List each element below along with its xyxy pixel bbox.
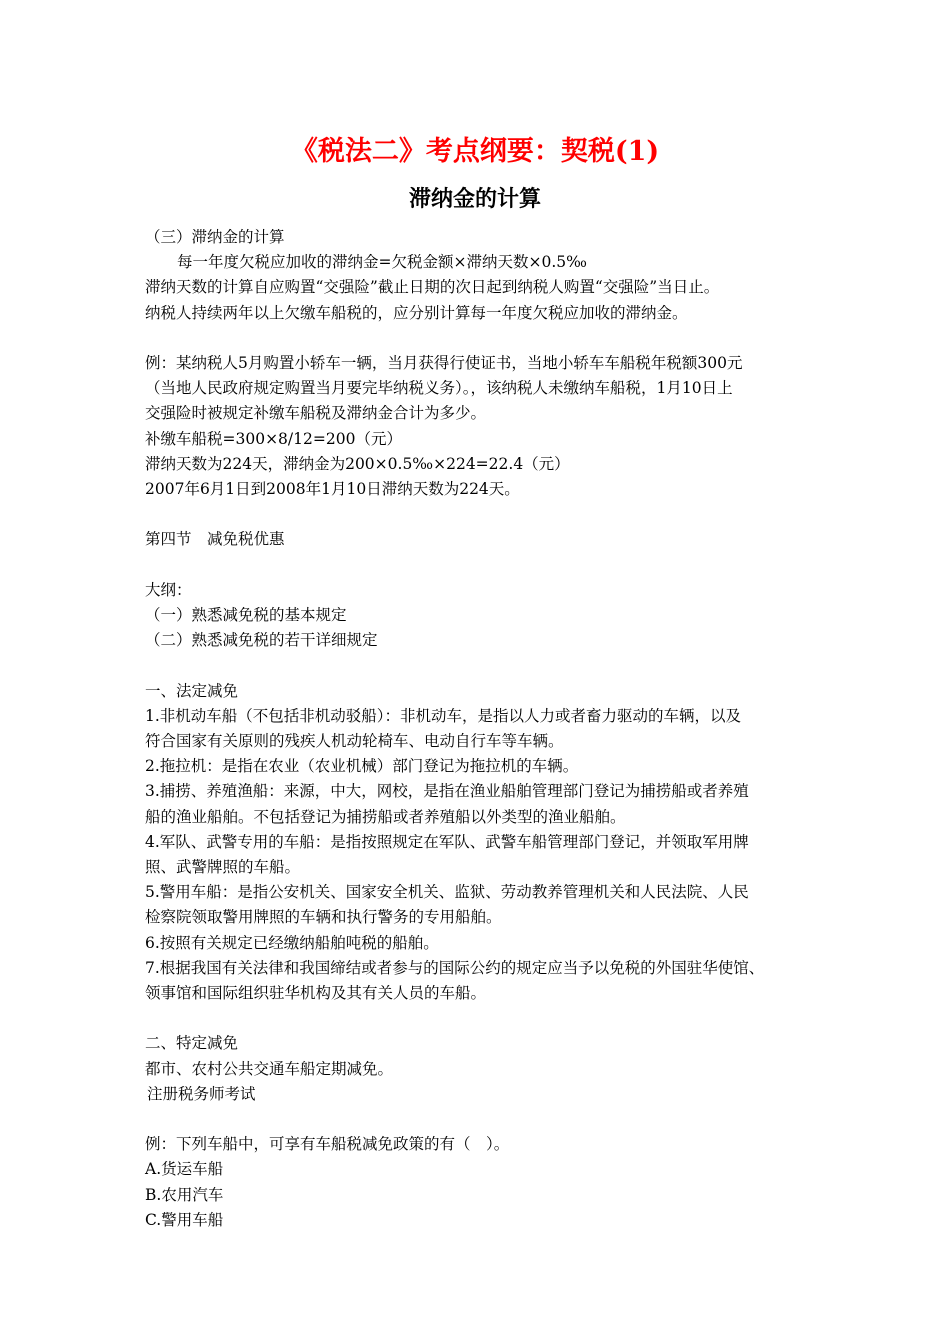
list-item: 7.根据我国有关法律和我国缔结或者参与的国际公约的规定应当予以免税的外国驻华使馆、 [145,958,765,977]
text-line: （三）滞纳金的计算 [145,228,285,246]
text-line: 滞纳天数的计算自应购置“交强险”截止日期的次日起到纳税人购置“交强险”当日止。 [145,278,720,297]
blank-line [145,553,825,578]
option-b: B.农用汽车 [145,1185,224,1204]
blank-line [145,653,825,678]
option-a: A.货运车船 [145,1160,224,1179]
option-c: C.警用车船 [145,1210,224,1229]
list-item: 2.拖拉机：是指在农业（农业机械）部门登记为拖拉机的车辆。 [145,757,579,776]
blank-line [145,1107,825,1132]
list-item: 照、武警牌照的车船。 [145,858,301,877]
list-item: 船的渔业船舶。不包括登记为捕捞船或者养殖船以外类型的渔业船舶。 [145,807,626,826]
blank-line [145,1006,825,1031]
calc-line: 补缴车船税=300×8/12=200（元） [145,429,402,448]
text-line: 都市、农村公共交通车船定期减免。 [145,1059,394,1078]
text-line: 纳税人持续两年以上欠缴车船税的，应分别计算每一年度欠税应加收的滞纳金。 [145,303,688,322]
question-line: 例：下列车船中，可享有车船税减免政策的有（ ）。 [145,1135,510,1154]
list-item: 领事馆和国际组织驻华机构及其有关人员的车船。 [145,984,487,1003]
outline-item: （二）熟悉减免税的若干详细规定 [145,631,378,650]
list-item: 5.警用车船：是指公安机关、国家安全机关、监狱、劳动教养管理机关和人民法院、人民 [145,883,749,902]
subsection-heading: 二、特定减免 [145,1034,239,1053]
blank-line [145,502,825,527]
formula-line: 每一年度欠税应加收的滞纳金=欠税金额×滞纳天数×0.5‰ [177,253,587,272]
document-title: 《税法二》考点纲要：契税(1) [290,136,660,167]
list-item: 6.按照有关规定已经缴纳船舶吨税的船舶。 [145,933,439,952]
example-line: 交强险时被规定补缴车船税及滞纳金合计为多少。 [145,404,487,423]
example-line: 例：某纳税人5月购置小轿车一辆，当月获得行使证书，当地小轿车车船税年税额300元 [145,354,743,372]
section-heading: 第四节 减免税优惠 [145,530,285,549]
outline-item: （一）熟悉减免税的基本规定 [145,606,347,624]
example-line: （当地人民政府规定购置当月要完毕纳税义务）。，该纳税人未缴纳车船税，1月10日上 [145,379,733,398]
section-subtitle: 滞纳金的计算 [408,187,541,212]
blank-line [145,326,825,351]
outline-heading: 大纲： [145,580,192,599]
document-body [145,225,825,1233]
calc-line: 滞纳天数为224天，滞纳金为200×0.5‰×224=22.4（元） [145,454,570,473]
list-item: 符合国家有关原则的残疾人机动轮椅车、电动自行车等车辆。 [145,732,564,750]
calc-line: 2007年6月1日到2008年1月10日滞纳天数为224天。 [145,480,520,499]
list-item: 4.军队、武警专用的车船：是指按照规定在军队、武警车船管理部门登记，并领取军用牌 [145,832,749,851]
text-line: 注册税务师考试 [147,1084,256,1103]
list-item: 3.捕捞、养殖渔船：来源，中大，网校，是指在渔业船舶管理部门登记为捕捞船或者养殖 [145,782,749,801]
list-item: 检察院领取警用牌照的车辆和执行警务的专用船舶。 [145,908,502,927]
list-item: 1.非机动车船（不包括非机动驳船）：非机动车，是指以人力或者畜力驱动的车辆，以及 [145,706,742,725]
subsection-heading: 一、法定减免 [145,681,239,700]
